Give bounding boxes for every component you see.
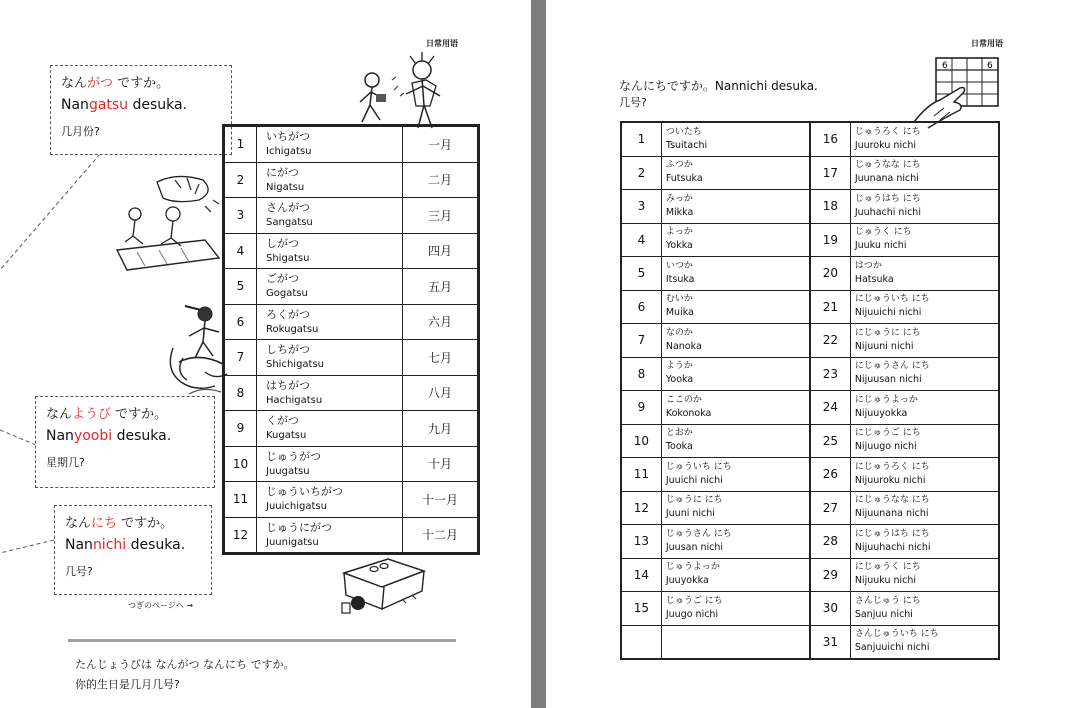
day-kana: とおか [665, 428, 693, 439]
day-romaji: Juuni nichi [665, 508, 715, 520]
month-number: 12 [224, 517, 257, 554]
day-number: 22 [810, 324, 850, 358]
day-name [661, 491, 810, 525]
month-kana: さんがつ [266, 201, 310, 215]
month-kanji: 五月 [403, 269, 479, 305]
day-name [850, 592, 999, 626]
month-name [257, 411, 403, 447]
day-number: 27 [810, 491, 850, 525]
day-number: 4 [621, 223, 661, 257]
day-kana: にじゅうご にち [854, 428, 921, 439]
month-romaji: Hachigatsu [266, 394, 323, 406]
day-romaji: Muika [665, 307, 694, 319]
month-romaji: Nigatsu [266, 181, 305, 193]
day-name [850, 525, 999, 559]
day-number: 23 [810, 357, 850, 391]
month-name [257, 126, 403, 163]
month-romaji: Gogatsu [266, 288, 308, 300]
day-romaji: Hatsuka [854, 273, 894, 285]
day-name [850, 357, 999, 391]
table-row [621, 491, 999, 525]
month-kana: じゅうがつ [266, 449, 321, 463]
day-kana: にじゅうはち にち [854, 528, 930, 539]
connector-line-2 [0, 430, 36, 445]
table-row [224, 340, 479, 376]
day-name [850, 257, 999, 291]
day-number: 7 [621, 324, 661, 358]
day-name [661, 625, 810, 659]
table-row [621, 223, 999, 257]
day-kana: さんじゅういち にち [854, 629, 939, 640]
table-row [621, 592, 999, 626]
month-number: 3 [224, 198, 257, 234]
day-kana: いつか [665, 260, 693, 271]
month-romaji: Shigatsu [266, 252, 310, 264]
month-romaji: Shichigatsu [266, 359, 325, 371]
day-kana: むいか [665, 294, 693, 305]
month-kanji: 十一月 [403, 482, 479, 518]
month-kana: にがつ [266, 165, 299, 179]
day-kana: にじゅうに にち [854, 327, 921, 338]
day-number: 25 [810, 424, 850, 458]
day-romaji: Nanoka [665, 340, 702, 352]
calendar-hand-illustration [914, 52, 1004, 132]
corner-label: 日常用语 [971, 39, 1003, 48]
day-number: 5 [621, 257, 661, 291]
day-kana: じゅういち にち [665, 461, 732, 472]
month-romaji: Kugatsu [266, 430, 307, 442]
day-kana: にじゅういち にち [854, 294, 930, 305]
next-page-link[interactable]: つぎのページへ → [128, 601, 194, 610]
day-kana: じゅうに にち [665, 495, 723, 506]
footer-question-jp: たんじょうびは なんがつ なんにち ですか。 [75, 658, 295, 671]
month-kanji: 三月 [403, 198, 479, 234]
month-kanji: 六月 [403, 304, 479, 340]
day-kana: みっか [665, 193, 693, 204]
month-number: 4 [224, 233, 257, 269]
day-romaji: Nijuuroku nichi [854, 474, 926, 486]
table-row [621, 324, 999, 358]
day-name [850, 122, 999, 156]
day-name [661, 257, 810, 291]
bubble-romaji-line: Nangatsu desuka. [61, 97, 188, 113]
table-row [621, 357, 999, 391]
day-number: 13 [621, 525, 661, 559]
table-row [224, 198, 479, 234]
bubble-romaji-line: Nannichi desuka. [65, 537, 186, 553]
day-number: 8 [621, 357, 661, 391]
day-name [661, 525, 810, 559]
day-kana: じゅうご にち [665, 595, 723, 606]
day-kana: じゅうさん にち [665, 528, 732, 539]
day-number [621, 625, 661, 659]
day-number: 26 [810, 458, 850, 492]
calendar-number: 6 [942, 61, 948, 71]
day-romaji: Nijuuku nichi [854, 575, 917, 587]
day-name [850, 290, 999, 324]
right-page [546, 0, 1080, 708]
table-row [224, 126, 479, 163]
day-romaji: Yooka [665, 374, 694, 386]
month-romaji: Ichigatsu [266, 146, 312, 158]
day-romaji: Juuichi nichi [665, 474, 723, 486]
month-romaji: Juuichigatsu [266, 501, 327, 513]
page-title: なんにちですか。Nannichi desuka. [619, 79, 818, 93]
day-kana: にじゅうく にち [854, 562, 921, 573]
table-row [224, 304, 479, 340]
month-romaji: Juugatsu [266, 465, 310, 477]
bubble-chinese-line: 几月份? [61, 125, 100, 138]
month-kanji: 七月 [403, 340, 479, 376]
table-row [224, 482, 479, 518]
month-kanji: 四月 [403, 233, 479, 269]
day-name [850, 625, 999, 659]
month-number: 5 [224, 269, 257, 305]
day-kana: じゅうはち にち [854, 193, 921, 204]
month-kanji: 十月 [403, 446, 479, 482]
month-number: 10 [224, 446, 257, 482]
month-kana: くがつ [266, 414, 299, 428]
day-name [850, 156, 999, 190]
footer-question-cn: 你的生日是几月几号? [75, 678, 180, 691]
months-table [222, 124, 480, 555]
day-romaji: Juugo nichi [665, 608, 719, 620]
speech-bubble-weekday [35, 396, 215, 488]
picnic-illustration [115, 170, 225, 275]
day-name [661, 223, 810, 257]
day-number: 11 [621, 458, 661, 492]
month-name [257, 482, 403, 518]
day-romaji: Nijuuichi nichi [854, 307, 922, 319]
day-name [850, 223, 999, 257]
day-name [661, 458, 810, 492]
month-kana: はちがつ [266, 378, 310, 392]
bubble-jp-line: なんようび ですか。 [46, 407, 168, 422]
day-number: 18 [810, 190, 850, 224]
month-name [257, 269, 403, 305]
table-row [621, 625, 999, 659]
month-romaji: Juunigatsu [266, 536, 319, 548]
table-row [621, 424, 999, 458]
month-name [257, 375, 403, 411]
day-kana: にじゅうさん にち [854, 361, 930, 372]
day-romaji: Kokonoka [665, 407, 712, 419]
day-number: 3 [621, 190, 661, 224]
bubble-chinese-line: 星期几? [46, 456, 85, 469]
day-romaji: Nijuuyokka [854, 407, 908, 419]
day-name [661, 324, 810, 358]
day-name [850, 424, 999, 458]
calendar-number: 6 [987, 61, 993, 71]
month-number: 2 [224, 162, 257, 198]
month-kana: ろくがつ [266, 307, 310, 321]
month-number: 8 [224, 375, 257, 411]
kotatsu-illustration [328, 555, 428, 625]
day-kana: じゅうく にち [854, 227, 912, 238]
day-kana: にじゅうよっか [854, 394, 918, 405]
day-name [661, 190, 810, 224]
day-name [850, 391, 999, 425]
day-kana: さんじゅう にち [854, 595, 921, 606]
month-kanji: 九月 [403, 411, 479, 447]
day-name [661, 592, 810, 626]
month-name [257, 517, 403, 554]
day-romaji: Sanjuuichi nichi [854, 642, 930, 654]
day-name [661, 558, 810, 592]
month-kanji: 二月 [403, 162, 479, 198]
month-number: 7 [224, 340, 257, 376]
day-name [661, 156, 810, 190]
month-name [257, 198, 403, 234]
day-kana: はつか [854, 260, 882, 271]
day-number: 1 [621, 122, 661, 156]
left-page [0, 0, 531, 708]
day-kana: じゅうろく にち [854, 126, 921, 137]
table-row [224, 517, 479, 554]
day-number: 28 [810, 525, 850, 559]
day-romaji: Juuyokka [665, 575, 709, 587]
day-name [661, 391, 810, 425]
day-kana: ふつか [665, 160, 693, 171]
day-number: 20 [810, 257, 850, 291]
day-romaji: Juunana nichi [854, 173, 919, 185]
month-name [257, 304, 403, 340]
table-row [621, 290, 999, 324]
table-row [224, 411, 479, 447]
day-kana: にじゅうろく にち [854, 461, 930, 472]
connector-line-1 [0, 154, 100, 270]
day-number: 24 [810, 391, 850, 425]
day-kana: ついたち [665, 126, 702, 137]
table-row [224, 375, 479, 411]
day-romaji: Yokka [665, 240, 693, 252]
day-name [850, 324, 999, 358]
table-row [621, 391, 999, 425]
table-row [621, 525, 999, 559]
day-name [850, 558, 999, 592]
table-row [224, 269, 479, 305]
day-number: 6 [621, 290, 661, 324]
month-name [257, 233, 403, 269]
day-name [661, 357, 810, 391]
table-row [621, 458, 999, 492]
connector-line-3 [0, 540, 54, 553]
day-name [850, 491, 999, 525]
day-romaji: Juuhachi nichi [854, 206, 921, 218]
day-romaji: Nijuusan nichi [854, 374, 922, 386]
month-kana: ごがつ [266, 272, 299, 286]
day-number: 14 [621, 558, 661, 592]
month-kanji: 一月 [403, 126, 479, 163]
day-name [850, 458, 999, 492]
month-kana: しちがつ [266, 343, 310, 357]
day-number: 21 [810, 290, 850, 324]
corner-label: 日常用语 [426, 39, 458, 48]
day-romaji: Nijuunana nichi [854, 508, 929, 520]
day-romaji: Futsuka [665, 173, 703, 185]
day-name [850, 190, 999, 224]
month-kanji: 八月 [403, 375, 479, 411]
month-kana: じゅういちがつ [266, 485, 343, 499]
day-number: 29 [810, 558, 850, 592]
table-row [224, 162, 479, 198]
bubble-romaji-line: Nanyoobi desuka. [46, 428, 172, 444]
day-number: 12 [621, 491, 661, 525]
month-number: 6 [224, 304, 257, 340]
month-name [257, 340, 403, 376]
table-row [621, 558, 999, 592]
day-kana: じゅうよっか [665, 562, 720, 573]
divider [68, 639, 456, 642]
children-playing-illustration [350, 50, 450, 130]
day-number: 2 [621, 156, 661, 190]
day-name [661, 424, 810, 458]
month-kana: いちがつ [266, 130, 310, 144]
day-romaji: Tsuitachi [665, 139, 708, 151]
day-number: 16 [810, 122, 850, 156]
day-kana: ここのか [665, 394, 702, 405]
table-row [224, 233, 479, 269]
day-kana: よっか [665, 227, 693, 238]
page-subtitle: 几号? [619, 96, 647, 109]
month-kanji: 十二月 [403, 517, 479, 554]
day-number: 17 [810, 156, 850, 190]
day-romaji: Juusan nichi [665, 541, 724, 553]
table-row [621, 156, 999, 190]
day-romaji: Itsuka [665, 273, 695, 285]
day-name [661, 122, 810, 156]
days-table [620, 121, 1000, 660]
day-romaji: Juuku nichi [854, 240, 907, 252]
month-number: 9 [224, 411, 257, 447]
table-row [621, 190, 999, 224]
day-romaji: Nijuuhachi nichi [854, 541, 931, 553]
table-row [224, 446, 479, 482]
day-kana: なのか [665, 327, 693, 338]
day-kana: じゅうなな にち [854, 160, 921, 171]
bubble-jp-line: なんにち ですか。 [65, 516, 174, 531]
table-row [621, 257, 999, 291]
month-romaji: Sangatsu [266, 217, 313, 229]
day-kana: ようか [665, 361, 693, 372]
bubble-chinese-line: 几号? [65, 565, 93, 578]
day-number: 31 [810, 625, 850, 659]
day-romaji: Nijuuni nichi [854, 340, 914, 352]
day-number: 19 [810, 223, 850, 257]
day-kana: にじゅうなな にち [854, 495, 930, 506]
month-name [257, 162, 403, 198]
month-romaji: Rokugatsu [266, 323, 319, 335]
speech-bubble-month [50, 65, 232, 155]
day-number: 9 [621, 391, 661, 425]
day-romaji: Sanjuu nichi [854, 608, 913, 620]
month-kana: じゅうにがつ [266, 520, 332, 534]
day-romaji: Juuroku nichi [854, 139, 916, 151]
month-number: 1 [224, 126, 257, 163]
month-kana: しがつ [266, 236, 299, 250]
bubble-jp-line: なんがつ ですか。 [61, 76, 170, 91]
table-row [621, 122, 999, 156]
day-name [661, 290, 810, 324]
day-number: 15 [621, 592, 661, 626]
speech-bubble-day [54, 505, 212, 595]
surfing-illustration [165, 300, 230, 400]
day-romaji: Nijuugo nichi [854, 441, 917, 453]
day-number: 10 [621, 424, 661, 458]
month-number: 11 [224, 482, 257, 518]
day-number: 30 [810, 592, 850, 626]
month-name [257, 446, 403, 482]
day-romaji: Mikka [665, 206, 694, 218]
day-romaji: Tooka [665, 441, 693, 453]
